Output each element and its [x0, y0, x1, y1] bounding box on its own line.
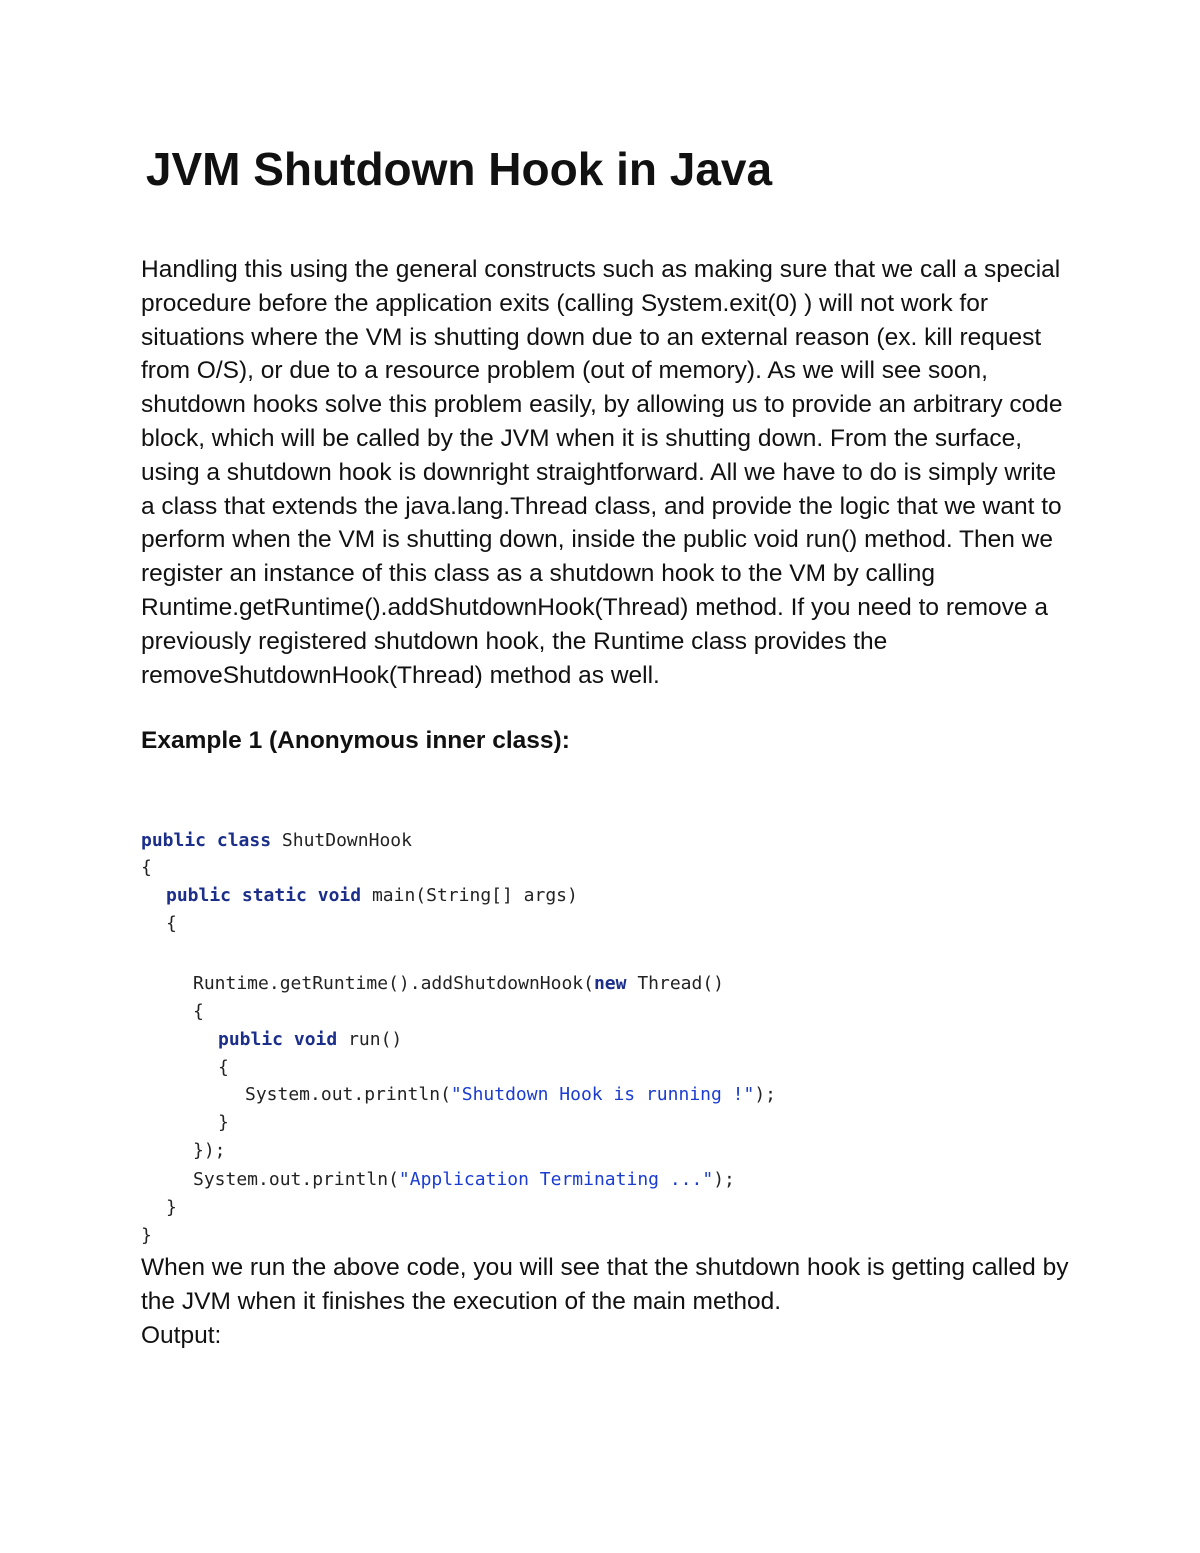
- code-line: [166, 883, 578, 909]
- code-text: run(): [348, 1029, 403, 1050]
- code-text: {: [166, 913, 177, 934]
- code-keyword: class: [216, 830, 272, 851]
- code-keyword: public: [218, 1029, 284, 1050]
- code-string: "Application Terminating ...": [398, 1169, 714, 1190]
- code-line: [218, 1110, 229, 1136]
- code-line: [141, 828, 412, 854]
- output-label: Output:: [141, 1322, 222, 1349]
- code-text: );: [754, 1084, 777, 1105]
- code-text: Thread(): [637, 973, 725, 994]
- code-text: );: [713, 1169, 735, 1190]
- intro-paragraph: Handling this using the general constructs such as making sure that we call a special procedure before the application exits (calling System.exit(0) ) will not work for situations where the VM is shutting down due to an external reason (ex. kill request from O/S), or due to a resource problem (out of memory). As we will see soon, shutdown hooks solve this problem easily, by allowing us to provide an arbitrary code block, which will be called by the JVM when it is shutting down. From the surface, using a shutdown hook is downright straightforward. All we have to do is simply write a class that extends the java.lang.Thread class, and provide the logic that we want to perform when the VM is shutting down, inside the public void run() method. Then we register an instance of this class as a shutdown hook to the VM by calling Runtime.getRuntime().addShutdownHook(Thread) method. If you need to remove a previously registered shutdown hook, the Runtime class provides the removeShutdownHook(Thread) method as well.: [141, 256, 1063, 689]
- code-line: [218, 1027, 402, 1053]
- code-line: [193, 999, 204, 1025]
- code-text: System.out.println(: [245, 1084, 451, 1105]
- code-text: System.out.println(: [193, 1169, 399, 1190]
- code-text: main(String[] args): [371, 885, 578, 906]
- code-keyword: public: [166, 885, 232, 906]
- code-line: [166, 911, 177, 937]
- code-keyword: public: [141, 830, 207, 851]
- code-line: [141, 1223, 152, 1249]
- code-keyword: void: [293, 1029, 338, 1050]
- document-title: JVM Shutdown Hook in Java: [145, 143, 773, 195]
- code-line: [245, 1082, 776, 1108]
- code-line: [218, 1055, 229, 1081]
- explanation-paragraph: When we run the above code, you will see that the shutdown hook is getting called by the JVM when it finishes the execution of the main method.: [141, 1254, 1069, 1315]
- code-line: [193, 971, 724, 997]
- code-text: {: [141, 857, 152, 878]
- code-text: });: [193, 1140, 226, 1161]
- code-text: Runtime.getRuntime().addShutdownHook(: [193, 973, 594, 994]
- code-line: [193, 1138, 226, 1164]
- code-keyword: void: [317, 885, 362, 906]
- example-heading: Example 1 (Anonymous inner class):: [141, 727, 570, 754]
- code-keyword: static: [241, 885, 307, 906]
- code-text: }: [141, 1225, 152, 1246]
- code-text: }: [218, 1112, 229, 1133]
- code-text: {: [193, 1001, 204, 1022]
- code-line: [166, 1195, 177, 1221]
- code-line: [141, 855, 152, 881]
- code-text: {: [218, 1057, 229, 1078]
- code-line: [193, 1167, 735, 1193]
- code-keyword: new: [593, 973, 627, 994]
- code-text: ShutDownHook: [281, 830, 412, 851]
- code-string: "Shutdown Hook is running !": [450, 1084, 755, 1105]
- code-text: }: [166, 1197, 177, 1218]
